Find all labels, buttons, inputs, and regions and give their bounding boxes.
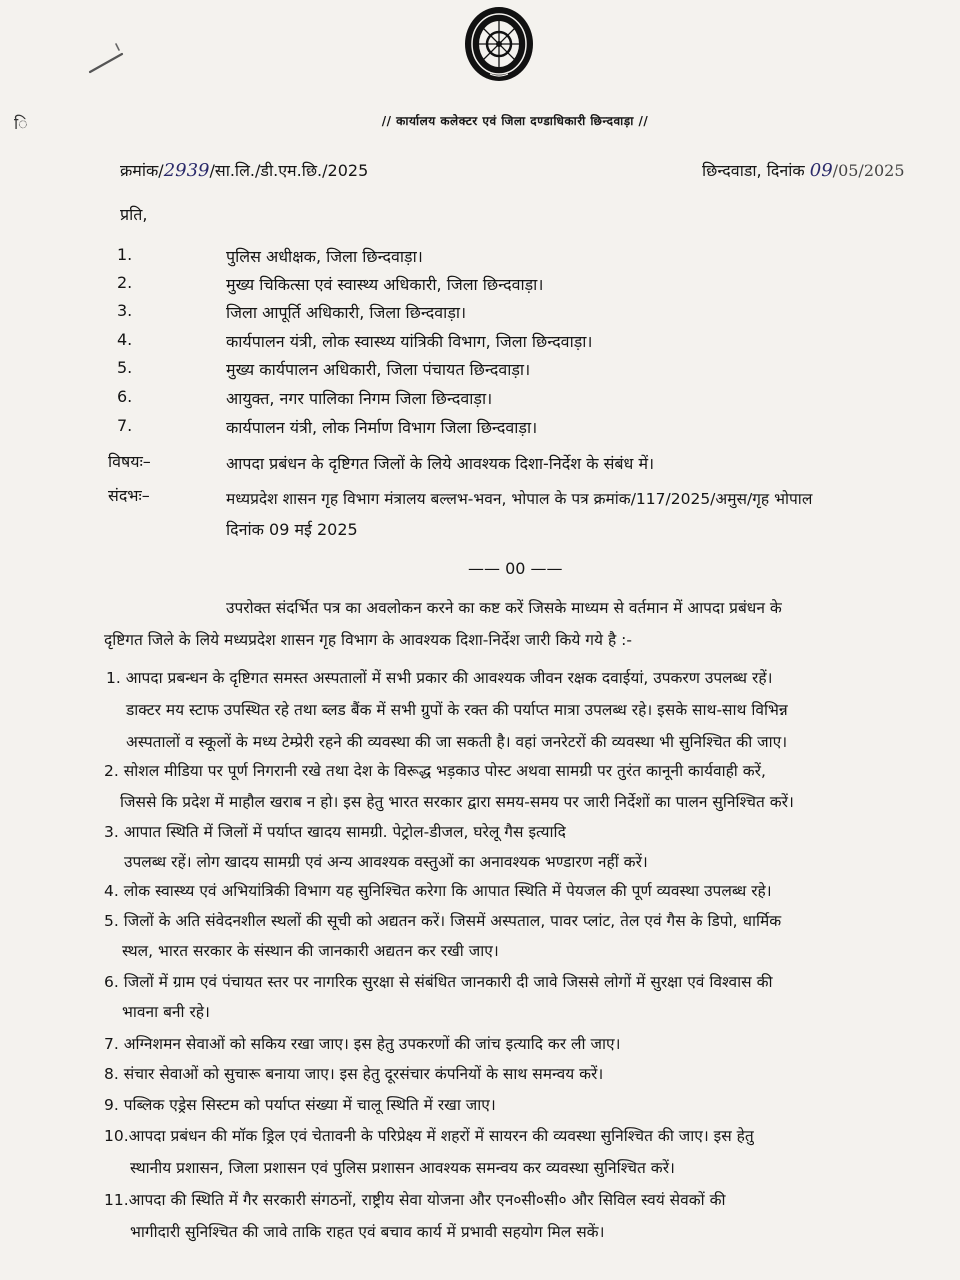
pen-stroke-mark bbox=[86, 40, 126, 76]
instruction-point-2: 2. सोशल मीडिया पर पूर्ण निगरानी रखे तथा देश के विरूद्ध भड़काउ पोस्ट अथवा सामग्री पर तुरंत कानूनी कार्यवाही करें, bbox=[104, 762, 766, 780]
instruction-point-10-cont: स्थानीय प्रशासन, जिला प्रशासन एवं पुलिस प्रशासन आवश्यक समन्वय कर व्यवस्था सुनिश्चित करें। bbox=[130, 1159, 675, 1177]
office-heading: // कार्यालय कलेक्टर एवं जिला दण्डाधिकारी छिन्दवाड़ा // bbox=[381, 114, 649, 128]
handwritten-date-day: 09 bbox=[809, 160, 833, 181]
reference-label: संदभः– bbox=[108, 486, 150, 505]
document-page: ि // कार्यालय कलेक्टर एवं जिला दण्डाधिकारी छिन्दवाड़ा // क्रमांक/2939/सा.लि./डी.एम.छि./2025 छिन्दवाडा, दिनांक 09/05/2025 प्रति, 1. पुलिस अधीक्षक, जिला छिन्दवाड़ा। 2. मुख्य चिकित्सा एवं स्वास्थ्य अधिकारी, जिला छिन्दवाड़ा। 3. जिला आपूर्ति अधिकारी, जिला छिन्दवाड़ा। 4. कार्यपालन यंत्री, लोक स्वास्थ्य यांत्रिकी विभाग, जिला छिन्दवाड़ा। 5. मुख्य कार्यपालन अधिकारी, जिला पंचायत छिन्दवाड़ा। 6. आयुक्त, नगर पालिका निगम जिला छिन्दवाड़ा। 7. कार्यपालन यंत्री, लोक निर्माण विभाग जिला छिन्दवाड़ा। विषयः– आपदा प्रबंधन के दृष्टिगत जिलों के लिये आवश्यक दिशा-निर्देश के संबंध में। संदभः– मध्यप्रदेश शासन गृह विभाग मंत्रालय बल्लभ-भवन, भोपाल के पत्र क्रमांक/117/2025/अमुस/गृह भोपाल दिनांक 09 मई 2025 —— 00 —— उपरोक्त संदर्भित पत्र का अवलोकन करने का कष्ट करें जिसके माध्यम से वर्तमान में आपदा प्रबंधन के दृष्टिगत जिले के लिये मध्यप्रदेश शासन गृह विभाग के आवश्यक दिशा-निर्देश जारी किये गये है :- 1. आपदा प्रबन्धन के दृष्टिगत समस्त अस्पतालों में सभी प्रकार की आवश्यक जीवन रक्षक दवाईयां, उपकरण उपलब्ध रहें। डाक्टर मय स्टाफ उपस्थित रहे तथा ब्लड बैंक में सभी ग्रुपों के रक्त की पर्याप्त मात्रा उपलब्ध रहे। इसके साथ-साथ विभिन्न अस्पतालों व स्कूलों के मध्य टेम्प्रेरी रहने की व्यवस्था की जा सकती है। वहां जनरेटरों की व्यवस्था भी सुनिश्चित की जाए। 2. सोशल मीडिया पर पूर्ण निगरानी रखे तथा देश के विरूद्ध भड़काउ पोस्ट अथवा सामग्री पर तुरंत कानूनी कार्यवाही करें, जिससे कि प्रदेश में माहौल खराब न हो। इस हेतु भारत सरकार द्वारा समय-समय पर जारी निर्देशों का पालन सुनिश्चित करें। 3. आपात स्थिति में जिलों में पर्याप्त खादय सामग्री. पेट्रोल-डीजल, घरेलू गैस इत्यादि उपलब्ध रहें। लोग खादय सामग्री एवं अन्य आवश्यक वस्तुओं का अनावश्यक भण्डारण नहीं करें। 4. लोक स्वास्थ्य एवं अभियांत्रिकी विभाग यह सुनिश्चित करेगा कि आपात स्थिति में पेयजल की पूर्ण व्यवस्था उपलब्ध रहे। 5. जिलों के अति संवेदनशील स्थलों की सूची को अद्यतन करें। जिसमें अस्पताल, पावर प्लांट, तेल एवं गैस के डिपो, धार्मिक स्थल, भारत सरकार के संस्थान की जानकारी अद्यतन कर रखी जाए। 6. जिलों में ग्राम एवं पंचायत स्तर पर नागरिक सुरक्षा से संबंधित जानकारी दी जावे जिससे लोगों में सुरक्षा एवं विश्वास की भावना बनी रहे। 7. अग्निशमन सेवाओं को सकिय रखा जाए। इस हेतु उपकरणों की जांच इत्यादि कर ली जाए। 8. संचार सेवाओं को सुचारू बनाया जाए। इस हेतु दूरसंचार कंपनियों के साथ समन्वय करें। 9. पब्लिक एड्रेस सिस्टम को पर्याप्त संख्या में चालू स्थिति में रखा जाए। 10.आपदा प्रबंधन की मॉक ड्रिल एवं चेतावनी के परिप्रेक्ष्य में शहरों में सायरन की व्यवस्था सुनिश्चित की जाए। इस हेतु स्थानीय प्रशासन, जिला प्रशासन एवं पुलिस प्रशासन आवश्यक समन्वय कर व्यवस्था सुनिश्चित करें। 11.आपदा की स्थिति में गैर सरकारी संगठनों, राष्ट्रीय सेवा योजना और एन०सी०सी० और सिविल स्वयं सेवकों की भागीदारी सुनिश्चित की जावे ताकि राहत एवं बचाव कार्य में प्रभावी सहयोग मिल सकें। bbox=[0, 0, 960, 1280]
instruction-point-10: 10.आपदा प्रबंधन की मॉक ड्रिल एवं चेतावनी के परिप्रेक्ष्य में शहरों में सायरन की व्यवस्था सुनिश्चित की जाए। इस हेतु bbox=[104, 1127, 754, 1145]
instruction-point-6: 6. जिलों में ग्राम एवं पंचायत स्तर पर नागरिक सुरक्षा से संबंधित जानकारी दी जावे जिससे लोगों में सुरक्षा एवं विश्वास की bbox=[104, 973, 773, 991]
instruction-point-2-cont: जिससे कि प्रदेश में माहौल खराब न हो। इस हेतु भारत सरकार द्वारा समय-समय पर जारी निर्देशों का पालन सुनिश्चित करें। bbox=[120, 793, 794, 811]
subject-label: विषयः– bbox=[108, 452, 151, 471]
handwritten-ref-number: 2939 bbox=[163, 160, 210, 181]
instruction-point-1: 1. आपदा प्रबन्धन के दृष्टिगत समस्त अस्पतालों में सभी प्रकार की आवश्यक जीवन रक्षक दवाईयां, उपकरण उपलब्ध रहें। bbox=[106, 669, 773, 687]
ref-prefix: क्रमांक/ bbox=[120, 161, 164, 180]
instruction-point-11: 11.आपदा की स्थिति में गैर सरकारी संगठनों, राष्ट्रीय सेवा योजना और एन०सी०सी० और सिविल स्वयं सेवकों की bbox=[104, 1191, 726, 1209]
intro-line2: दृष्टिगत जिले के लिये मध्यप्रदेश शासन गृह विभाग के आवश्यक दिशा-निर्देश जारी किये गये है :- bbox=[104, 631, 632, 649]
reference-text-line1: मध्यप्रदेश शासन गृह विभाग मंत्रालय बल्लभ-भवन, भोपाल के पत्र क्रमांक/117/2025/अमुस/गृह भोपाल bbox=[226, 490, 813, 508]
place-date-prefix: छिन्दवाडा, दिनांक bbox=[702, 161, 805, 180]
instruction-point-9: 9. पब्लिक एड्रेस सिस्टम को पर्याप्त संख्या में चालू स्थिति में रखा जाए। bbox=[104, 1096, 496, 1114]
instruction-point-5-cont: स्थल, भारत सरकार के संस्थान की जानकारी अद्यतन कर रखी जाए। bbox=[122, 942, 499, 960]
government-seal-icon bbox=[462, 4, 536, 84]
letter-reference-number bbox=[120, 159, 368, 181]
intro-line1: उपरोक्त संदर्भित पत्र का अवलोकन करने का कष्ट करें जिसके माध्यम से वर्तमान में आपदा प्रबंधन के bbox=[226, 599, 782, 617]
subject-text: आपदा प्रबंधन के दृष्टिगत जिलों के लिये आवश्यक दिशा-निर्देश के संबंध में। bbox=[226, 454, 655, 473]
recipients-label: प्रति, bbox=[120, 205, 148, 224]
instruction-point-1-cont: अस्पतालों व स्कूलों के मध्य टेम्प्रेरी रहने की व्यवस्था की जा सकती है। वहां जनरेटरों की व्यवस्था भी सुनिश्चित की जाए। bbox=[126, 733, 788, 751]
section-separator: —— 00 —— bbox=[468, 559, 563, 578]
margin-mark: ि bbox=[14, 114, 28, 133]
instruction-point-3: 3. आपात स्थिति में जिलों में पर्याप्त खादय सामग्री. पेट्रोल-डीजल, घरेलू गैस इत्यादि bbox=[104, 823, 566, 841]
instruction-point-3-cont: उपलब्ध रहें। लोग खादय सामग्री एवं अन्य आवश्यक वस्तुओं का अनावश्यक भण्डारण नहीं करें। bbox=[124, 853, 648, 871]
letter-place-date bbox=[702, 159, 905, 181]
instruction-point-6-cont: भावना बनी रहे। bbox=[122, 1003, 210, 1021]
instruction-point-5: 5. जिलों के अति संवेदनशील स्थलों की सूची को अद्यतन करें। जिसमें अस्पताल, पावर प्लांट, तेल एवं गैस के डिपो, धार्मिक bbox=[104, 912, 782, 930]
reference-text-line2: दिनांक 09 मई 2025 bbox=[226, 520, 358, 539]
instruction-point-1-cont: डाक्टर मय स्टाफ उपस्थित रहे तथा ब्लड बैंक में सभी ग्रुपों के रक्त की पर्याप्त मात्रा उपलब्ध रहे। इसके साथ-साथ विभिन्न bbox=[126, 701, 788, 719]
date-rest: /05/2025 bbox=[832, 161, 905, 180]
instruction-point-4: 4. लोक स्वास्थ्य एवं अभियांत्रिकी विभाग यह सुनिश्चित करेगा कि आपात स्थिति में पेयजल की पूर्ण व्यवस्था उपलब्ध रहे। bbox=[104, 882, 772, 900]
instruction-point-7: 7. अग्निशमन सेवाओं को सकिय रखा जाए। इस हेतु उपकरणों की जांच इत्यादि कर ली जाए। bbox=[104, 1035, 621, 1053]
instruction-point-11-cont: भागीदारी सुनिश्चित की जावे ताकि राहत एवं बचाव कार्य में प्रभावी सहयोग मिल सकें। bbox=[130, 1223, 605, 1241]
instruction-point-8: 8. संचार सेवाओं को सुचारू बनाया जाए। इस हेतु दूरसंचार कंपनियों के साथ समन्वय करें। bbox=[104, 1065, 604, 1083]
ref-suffix: /सा.लि./डी.एम.छि./2025 bbox=[209, 161, 369, 180]
